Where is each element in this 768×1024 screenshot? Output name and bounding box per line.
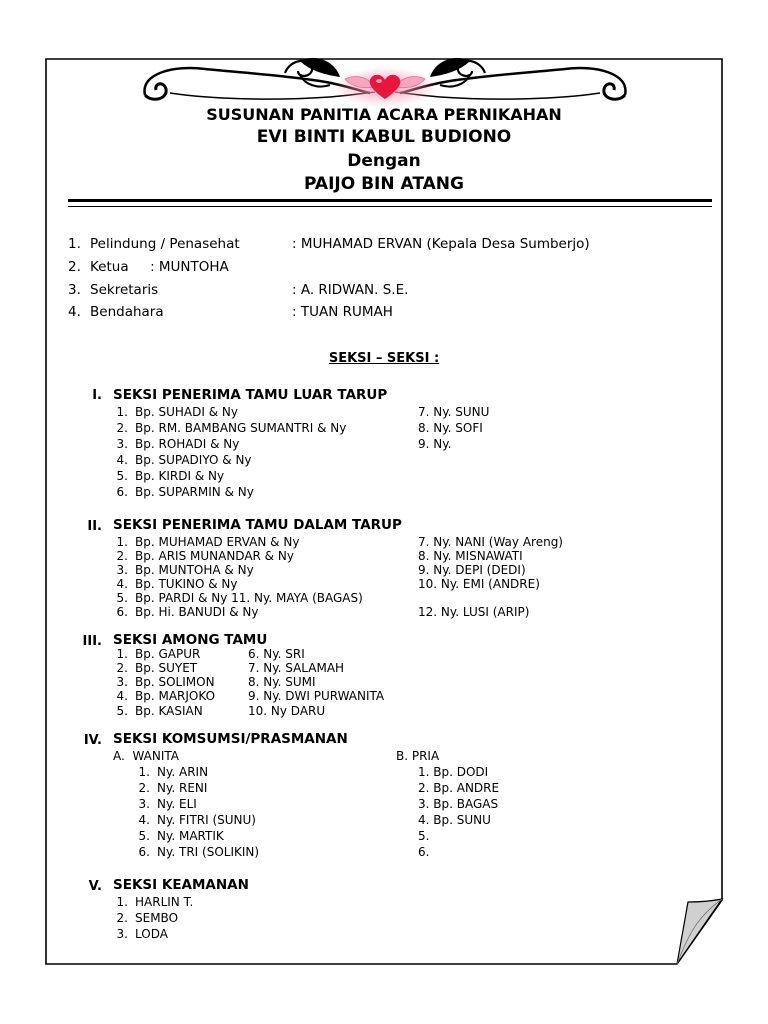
list-item: 6. Bp. Hi. BANUDI & Ny — [116, 605, 259, 619]
list-item: 1. Bp. GAPUR — [116, 647, 201, 661]
list-item: 6. Ny. TRI (SOLIKIN) — [138, 845, 260, 859]
list-item-right: 9. Ny. DWI PURWANITA — [248, 689, 385, 703]
list-item-right: 12. Ny. LUSI (ARIP) — [418, 605, 530, 619]
list-item-right: 8. Ny. SUMI — [248, 675, 316, 689]
officer-value: : TUAN RUMAH — [292, 304, 393, 320]
list-item: 1. Bp. SUHADI & Ny — [116, 405, 238, 419]
list-item: 5. Bp. KASIAN — [116, 704, 203, 718]
connector-word: Dengan — [347, 151, 421, 171]
list-item: 3. Bp. MUNTOHA & Ny — [116, 563, 254, 577]
list-item: 2. SEMBO — [116, 911, 179, 925]
section-roman: II. — [87, 519, 102, 534]
list-item: 1. Bp. MUHAMAD ERVAN & Ny — [116, 535, 300, 549]
header-title: SUSUNAN PANITIA ACARA PERNIKAHAN — [206, 105, 562, 124]
section-roman: I. — [92, 388, 102, 403]
officer-label: Sekretaris — [90, 282, 159, 298]
list-item-right: 7. Ny. SALAMAH — [248, 661, 345, 675]
header-rule-thin — [68, 206, 712, 207]
groom-name: PAIJO BIN ATANG — [304, 174, 464, 194]
list-item-right: 8. Ny. MISNAWATI — [418, 549, 523, 563]
list-item: 6. Bp. SUPARMIN & Ny — [116, 485, 254, 499]
section-roman: V. — [88, 879, 102, 894]
list-item-right: 10. Ny. EMI (ANDRE) — [418, 577, 540, 591]
section-title: SEKSI KEAMANAN — [113, 877, 249, 893]
list-item: 4. Ny. FITRI (SUNU) — [138, 813, 256, 827]
list-item: 4. Bp. MARJOKO — [116, 689, 216, 703]
list-item: 2. Ny. RENI — [138, 781, 208, 795]
subsection-label: B. PRIA — [396, 749, 440, 763]
list-item-right: 1. Bp. DODI — [418, 765, 489, 779]
subsection-label: A. WANITA — [113, 749, 179, 763]
section-title: SEKSI PENERIMA TAMU LUAR TARUP — [113, 387, 388, 403]
list-item: 5. Bp. KIRDI & Ny — [116, 469, 225, 483]
officer-item — [68, 236, 81, 252]
sections-heading: SEKSI – SEKSI : — [328, 351, 440, 366]
list-item-right: 3. Bp. BAGAS — [418, 797, 499, 811]
list-item-right: 5. — [418, 829, 430, 843]
officer-number: 3. — [68, 282, 81, 298]
list-item: 3. LODA — [116, 927, 168, 941]
list-item-right: 6. Ny. SRI — [248, 647, 305, 661]
list-item: 3. Bp. SOLIMON — [116, 675, 215, 689]
list-item-right: 9. Ny. DEPI (DEDI) — [418, 563, 526, 577]
officer-label: Ketua : MUNTOHA — [90, 259, 229, 275]
list-item-right: 8. Ny. SOFI — [418, 421, 483, 435]
section-title: SEKSI KOMSUMSI/PRASMANAN — [113, 731, 348, 747]
officer-number: 4. — [68, 304, 81, 320]
officer-number: 1. — [68, 236, 81, 252]
officer-value: : MUHAMAD ERVAN (Kepala Desa Sumberjo) — [292, 236, 590, 252]
list-item: 3. Bp. ROHADI & Ny — [116, 437, 240, 451]
list-item: 1. Ny. ARIN — [138, 765, 209, 779]
bride-name: EVI BINTI KABUL BUDIONO — [256, 127, 512, 147]
list-item: 2. Bp. SUYET — [116, 661, 198, 675]
officer-value: : A. RIDWAN. S.E. — [292, 282, 409, 298]
officer-label: Bendahara — [90, 304, 164, 320]
section-roman: IV. — [83, 733, 102, 748]
section-roman: III. — [82, 634, 102, 649]
list-item: 1. HARLIN T. — [116, 895, 194, 909]
list-item-right: 9. Ny. — [418, 437, 452, 451]
list-item: 5. Bp. PARDI & Ny 11. Ny. MAYA (BAGAS) — [116, 591, 363, 605]
list-item: 2. Bp. ARIS MUNANDAR & Ny — [116, 549, 294, 563]
list-item: 2. Bp. RM. BAMBANG SUMANTRI & Ny — [116, 421, 347, 435]
list-item-right: 10. Ny DARU — [248, 704, 326, 718]
list-item: 4. Bp. SUPADIYO & Ny — [116, 453, 252, 467]
header-rule-thick — [68, 199, 712, 202]
list-item-right: 2. Bp. ANDRE — [418, 781, 500, 795]
list-item-right: 7. Ny. NANI (Way Areng) — [418, 535, 563, 549]
list-item-right: 6. — [418, 845, 430, 859]
section-title: SEKSI PENERIMA TAMU DALAM TARUP — [113, 517, 402, 533]
list-item: 4. Bp. TUKINO & Ny — [116, 577, 238, 591]
list-item-right: 4. Bp. SUNU — [418, 813, 491, 827]
section-title: SEKSI AMONG TAMU — [113, 632, 268, 648]
list-item: 5. Ny. MARTIK — [138, 829, 224, 843]
officer-label: Pelindung / Penasehat — [90, 236, 240, 252]
officer-number: 2. — [68, 259, 81, 275]
list-item: 3. Ny. ELI — [138, 797, 197, 811]
list-item-right: 7. Ny. SUNU — [418, 405, 490, 419]
